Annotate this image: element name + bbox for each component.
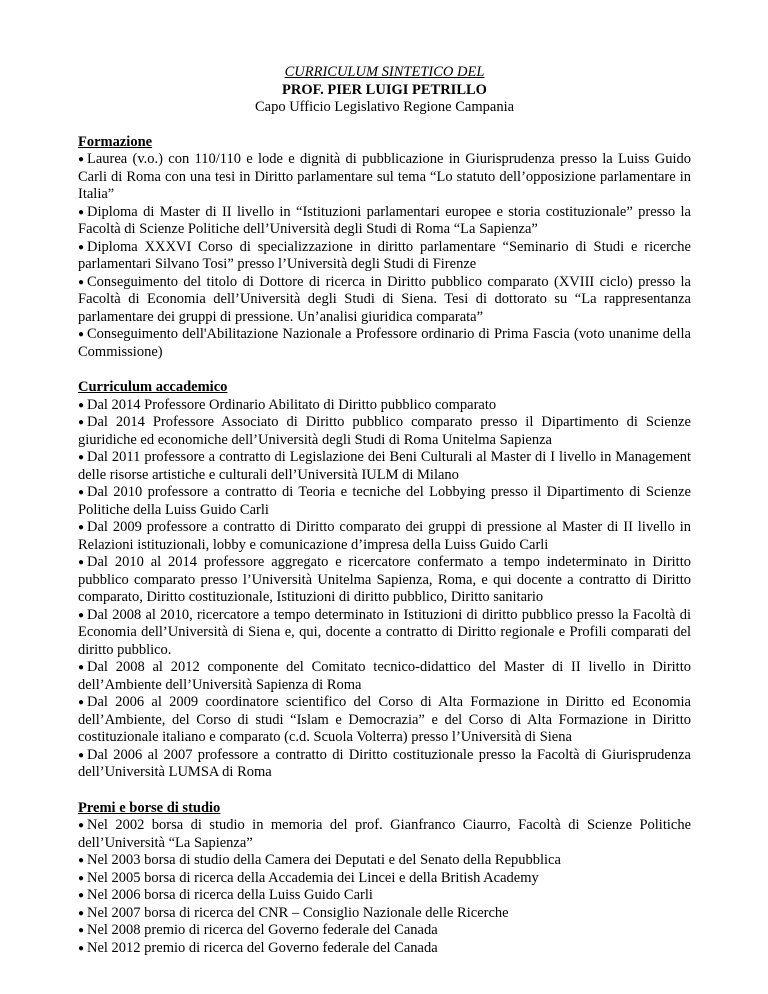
- list-item-text: Dal 2006 al 2007 professore a contratto di Diritto costituzionale presso la Facoltà di Giurisprudenza dell’Università LUMSA di Roma: [78, 746, 691, 780]
- list-item: [78, 151, 691, 204]
- list-item: [78, 554, 691, 607]
- bullet-icon: ●: [78, 206, 85, 218]
- list-item-text: Nel 2002 borsa di studio in memoria del prof. Gianfranco Ciaurro, Facoltà di Scienze Politiche dell’Università “La Sapienza”: [78, 817, 691, 851]
- list-item: [78, 484, 691, 519]
- header-name: PROF. PIER LUIGI PETRILLO: [282, 81, 487, 98]
- bullet-icon: ●: [78, 872, 85, 884]
- section-title: Formazione: [78, 133, 153, 150]
- list-item-text: Nel 2007 borsa di ricerca del CNR – Consiglio Nazionale delle Ricerche: [87, 904, 509, 921]
- bullet-icon: ●: [78, 697, 85, 708]
- bullet-icon: ●: [78, 890, 85, 901]
- list-item: [78, 922, 691, 940]
- list-item-text: Dal 2006 al 2009 coordinatore scientifico del Corso di Alta Formazione in Diritto ed Economia dell’Ambiente, del Corso di studi “Islam e Democrazia” e del Corso di Alta Formazione in Diritto costituzionale italiano e comparato (c.d. Scuola Volterra) presso l’Università di Siena: [78, 694, 691, 745]
- list-item-text: Nel 2003 borsa di studio della Camera dei Deputati e del Senato della Repubblica: [87, 852, 561, 868]
- list-item: [78, 239, 691, 274]
- header-subtitle: CURRICULUM SINTETICO DEL: [284, 64, 485, 80]
- item-list: [78, 397, 691, 782]
- bullet-icon: ●: [78, 399, 85, 411]
- list-item-text: Dal 2008 al 2012 componente del Comitato tecnico-didattico del Master di II livello in Diritto dell’Ambiente dell’Università Sapienza di Roma: [78, 659, 691, 693]
- list-item: [78, 607, 691, 660]
- bullet-icon: ●: [78, 241, 85, 253]
- section-title: Premi e borse di studio: [78, 799, 221, 816]
- list-item: [78, 852, 691, 870]
- section-title: Curriculum accademico: [78, 379, 228, 395]
- list-item-text: Dal 2010 professore a contratto di Teoria e tecniche del Lobbying presso il Dipartimento di Scienze Politiche della Luiss Guido Carli: [78, 484, 691, 518]
- list-item: [78, 747, 691, 782]
- bullet-icon: ●: [78, 417, 85, 428]
- bullet-icon: ●: [78, 820, 85, 831]
- list-item-text: Dal 2010 al 2014 professore aggregato e ricercatore confermato a tempo indeterminato in Diritto pubblico comparato presso l’Università Unitelma Sapienza, Roma, e qui docente a contratto di Diritto comparato, Diritto costituzionale, Istituzioni di diritto pubblico, Diritto sanitario: [78, 554, 691, 605]
- section-curriculum-accademico: [78, 379, 691, 782]
- section-premi-borse: [78, 800, 691, 958]
- list-item-text: Nel 2005 borsa di ricerca della Accademia dei Lincei e della British Academy: [87, 869, 539, 886]
- list-item: [78, 274, 691, 327]
- list-item: [78, 414, 691, 449]
- bullet-icon: ●: [78, 925, 85, 936]
- bullet-icon: ●: [78, 662, 85, 673]
- document-page: [78, 64, 691, 975]
- bullet-icon: ●: [78, 154, 85, 165]
- list-item: [78, 204, 691, 239]
- list-item: [78, 519, 691, 554]
- bullet-icon: ●: [78, 609, 85, 621]
- list-item-text: Dal 2008 al 2010, ricercatore a tempo determinato in Istituzioni di diritto pubblico presso la Facoltà di Economia dell’Università di Siena e, qui, docente a contratto di Diritto regionale e Profili comparati del diritto pubblico.: [78, 606, 691, 658]
- list-item: [78, 887, 691, 905]
- bullet-icon: ●: [78, 329, 85, 340]
- list-item: [78, 940, 691, 958]
- list-item: [78, 817, 691, 852]
- list-item: [78, 659, 691, 694]
- bullet-icon: ●: [78, 557, 85, 568]
- list-item-text: Dal 2011 professore a contratto di Legislazione dei Beni Culturali al Master di I livello in Management delle risorse artistiche e culturali dell’Università IULM di Milano: [78, 449, 691, 483]
- list-item-text: Conseguimento del titolo di Dottore di ricerca in Diritto pubblico comparato (XVIII ciclo) presso la Facoltà di Economia dell’Università degli Studi di Siena. Tesi di dottorato su “La rappresentanza parlamentare dei gruppi di pressione. Un’analisi giuridica comparata”: [78, 273, 691, 325]
- list-item-text: Dal 2014 Professore Associato di Diritto pubblico comparato presso il Dipartimento di Scienze giuridiche ed economiche dell’Università degli Studi di Roma Unitelma Sapienza: [78, 414, 691, 448]
- list-item: [78, 326, 691, 361]
- list-item-text: Dal 2009 professore a contratto di Diritto comparato dei gruppi di pressione al Master di II livello in Relazioni istituzionali, lobby e comunicazione d’impresa della Luiss Guido Carli: [78, 519, 691, 553]
- bullet-icon: ●: [78, 942, 85, 954]
- bullet-icon: ●: [78, 276, 85, 288]
- item-list: [78, 151, 691, 361]
- bullet-icon: ●: [78, 452, 85, 463]
- list-item-text: Dal 2014 Professore Ordinario Abilitato di Diritto pubblico comparato: [87, 396, 497, 413]
- header-role: Capo Ufficio Legislativo Regione Campania: [254, 99, 515, 115]
- bullet-icon: ●: [78, 907, 85, 919]
- document-header: [78, 64, 691, 117]
- section-formazione: [78, 134, 691, 362]
- list-item-text: Diploma di Master di II livello in “Istituzioni parlamentari europee e storia costituzionale” presso la Facoltà di Scienze Politiche dell’Università degli Studi di Roma “La Sapienza”: [78, 203, 691, 237]
- bullet-icon: ●: [78, 522, 85, 533]
- list-item: [78, 449, 691, 484]
- list-item-text: Diploma XXXVI Corso di specializzazione in diritto parlamentare “Seminario di Studi e ricerche parlamentari Silvano Tosi” presso l’Università degli Studi di Firenze: [78, 238, 691, 272]
- list-item-text: Laurea (v.o.) con 110/110 e lode e dignità di pubblicazione in Giurisprudenza presso la Luiss Guido Carli di Roma con una tesi in Diritto parlamentare sul tema “Lo statuto dell’opposizione parlamentare in Italia”: [78, 151, 691, 202]
- list-item: [78, 397, 691, 415]
- bullet-icon: ●: [78, 855, 85, 866]
- list-item: [78, 870, 691, 888]
- item-list: [78, 817, 691, 957]
- list-item: [78, 905, 691, 923]
- bullet-icon: ●: [78, 749, 85, 761]
- list-item-text: Nel 2012 premio di ricerca del Governo federale del Canada: [87, 939, 438, 956]
- list-item-text: Conseguimento dell'Abilitazione Nazionale a Professore ordinario di Prima Fascia (voto unanime della Commissione): [78, 326, 691, 360]
- list-item-text: Nel 2006 borsa di ricerca della Luiss Guido Carli: [87, 887, 373, 903]
- list-item-text: Nel 2008 premio di ricerca del Governo federale del Canada: [87, 922, 438, 938]
- bullet-icon: ●: [78, 487, 85, 498]
- list-item: [78, 694, 691, 747]
